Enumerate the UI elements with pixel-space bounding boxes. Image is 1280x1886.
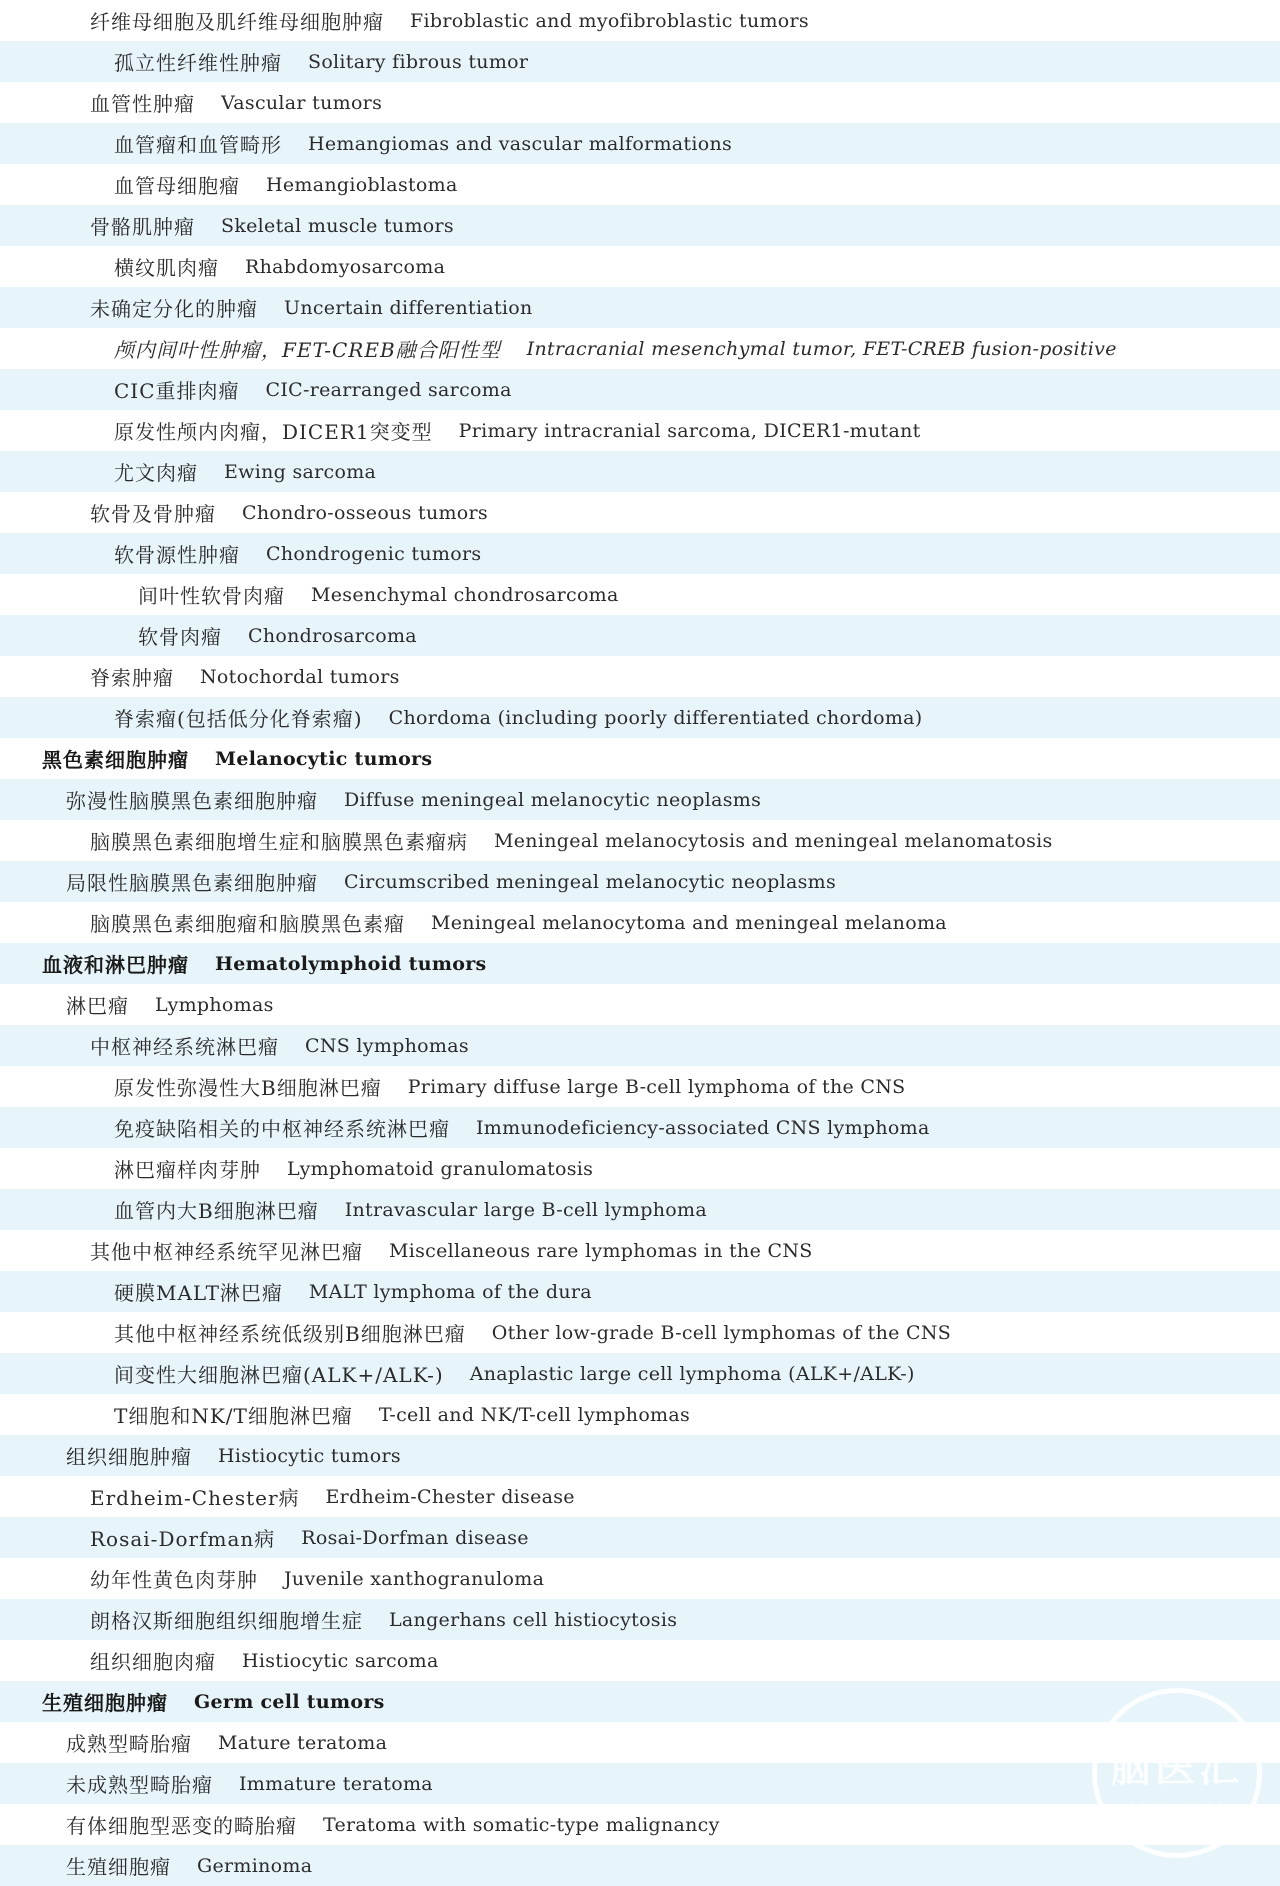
table-row bbox=[0, 615, 1280, 656]
chinese-term: 有体细胞型恶变的畸胎瘤 bbox=[66, 1814, 297, 1838]
chinese-term: 血管瘤和血管畸形 bbox=[114, 133, 282, 157]
english-term: Immature teratoma bbox=[239, 1772, 433, 1795]
table-row bbox=[0, 328, 1280, 369]
chinese-term: 未成熟型畸胎瘤 bbox=[66, 1773, 213, 1797]
english-term: Ewing sarcoma bbox=[224, 460, 377, 483]
english-term: Erdheim-Chester disease bbox=[325, 1485, 575, 1508]
table-row bbox=[0, 1763, 1280, 1804]
english-term: Fibroblastic and myofibroblastic tumors bbox=[410, 9, 809, 32]
table-row bbox=[0, 1394, 1280, 1435]
table-row bbox=[0, 492, 1280, 533]
chinese-term: 生殖细胞肿瘤 bbox=[42, 1691, 168, 1715]
table-row bbox=[0, 574, 1280, 615]
chinese-term: 血液和淋巴肿瘤 bbox=[42, 953, 189, 977]
english-term: Vascular tumors bbox=[221, 91, 383, 114]
english-term: Mature teratoma bbox=[218, 1731, 388, 1754]
chinese-term: Rosai-Dorfman病 bbox=[90, 1527, 276, 1551]
chinese-term: 间变性大细胞淋巴瘤(ALK+/ALK-) bbox=[114, 1363, 444, 1387]
table-row bbox=[0, 82, 1280, 123]
table-row bbox=[0, 1845, 1280, 1886]
chinese-term: 组织细胞肿瘤 bbox=[66, 1445, 192, 1469]
table-row bbox=[0, 1599, 1280, 1640]
table-row bbox=[0, 1025, 1280, 1066]
table-row bbox=[0, 656, 1280, 697]
chinese-term: 软骨及骨肿瘤 bbox=[90, 502, 216, 526]
chinese-term: 成熟型畸胎瘤 bbox=[66, 1732, 192, 1756]
chinese-term: 血管性肿瘤 bbox=[90, 92, 195, 116]
chinese-term: 黑色素细胞肿瘤 bbox=[42, 748, 189, 772]
chinese-term: 其他中枢神经系统低级别B细胞淋巴瘤 bbox=[114, 1322, 466, 1346]
english-term: Rhabdomyosarcoma bbox=[245, 255, 446, 278]
chinese-term: 朗格汉斯细胞组织细胞增生症 bbox=[90, 1609, 363, 1633]
table-row bbox=[0, 1476, 1280, 1517]
chinese-term: 淋巴瘤 bbox=[66, 994, 129, 1018]
watermark-title: 脑医汇 bbox=[1111, 1745, 1243, 1791]
english-term: Meningeal melanocytoma and meningeal melanoma bbox=[431, 911, 947, 934]
chinese-term: 未确定分化的肿瘤 bbox=[90, 297, 258, 321]
table-row bbox=[0, 1148, 1280, 1189]
english-term: Primary diffuse large B-cell lymphoma of the CNS bbox=[407, 1075, 906, 1098]
english-term: Hemangiomas and vascular malformations bbox=[308, 132, 733, 155]
chinese-term: 其他中枢神经系统罕见淋巴瘤 bbox=[90, 1240, 363, 1264]
english-term: Histiocytic tumors bbox=[218, 1444, 401, 1467]
english-term: Miscellaneous rare lymphomas in the CNS bbox=[389, 1239, 813, 1262]
table-row bbox=[0, 287, 1280, 328]
chinese-term: 弥漫性脑膜黑色素细胞肿瘤 bbox=[66, 789, 318, 813]
table-row bbox=[0, 1107, 1280, 1148]
table-row bbox=[0, 1271, 1280, 1312]
english-term: MALT lymphoma of the dura bbox=[308, 1280, 592, 1303]
chinese-term: 免疫缺陷相关的中枢神经系统淋巴瘤 bbox=[114, 1117, 450, 1141]
english-term: Notochordal tumors bbox=[200, 665, 400, 688]
english-term: Mesenchymal chondrosarcoma bbox=[311, 583, 619, 606]
english-term: Meningeal melanocytosis and meningeal melanomatosis bbox=[494, 829, 1053, 852]
table-row bbox=[0, 1353, 1280, 1394]
chinese-term: 尤文肉瘤 bbox=[114, 461, 198, 485]
chinese-term: 血管母细胞瘤 bbox=[114, 174, 240, 198]
english-term: Anaplastic large cell lymphoma (ALK+/ALK-) bbox=[469, 1362, 915, 1385]
chinese-term: 软骨肉瘤 bbox=[138, 625, 222, 649]
chinese-term: 原发性弥漫性大B细胞淋巴瘤 bbox=[114, 1076, 382, 1100]
english-term: Chondrosarcoma bbox=[248, 624, 417, 647]
english-term: CIC-rearranged sarcoma bbox=[265, 378, 512, 401]
table-row bbox=[0, 369, 1280, 410]
english-term: Teratoma with somatic-type malignancy bbox=[323, 1813, 720, 1836]
table-row bbox=[0, 1312, 1280, 1353]
table-row bbox=[0, 902, 1280, 943]
english-term: Juvenile xanthogranuloma bbox=[284, 1567, 545, 1590]
chinese-term: 脑膜黑色素细胞瘤和脑膜黑色素瘤 bbox=[90, 912, 405, 936]
table-row bbox=[0, 984, 1280, 1025]
english-term: Lymphomas bbox=[155, 993, 274, 1016]
chinese-term: CIC重排肉瘤 bbox=[114, 379, 240, 403]
table-row bbox=[0, 1066, 1280, 1107]
table-row bbox=[0, 1230, 1280, 1271]
table-row bbox=[0, 533, 1280, 574]
english-term: Uncertain differentiation bbox=[284, 296, 533, 319]
english-term: Immunodeficiency-associated CNS lymphoma bbox=[476, 1116, 930, 1139]
table-row bbox=[0, 0, 1280, 41]
table-row bbox=[0, 697, 1280, 738]
english-term: Other low-grade B-cell lymphomas of the CNS bbox=[491, 1321, 952, 1344]
chinese-term: 生殖细胞瘤 bbox=[66, 1855, 171, 1879]
chinese-term: 脑膜黑色素细胞增生症和脑膜黑色素瘤病 bbox=[90, 830, 468, 854]
table-row bbox=[0, 1189, 1280, 1230]
english-term: Histiocytic sarcoma bbox=[242, 1649, 439, 1672]
watermark-logo bbox=[1092, 1688, 1262, 1858]
chinese-term: 硬膜MALT淋巴瘤 bbox=[114, 1281, 283, 1305]
chinese-term: 纤维母细胞及肌纤维母细胞肿瘤 bbox=[90, 10, 384, 34]
chinese-term: 局限性脑膜黑色素细胞肿瘤 bbox=[66, 871, 318, 895]
chinese-term: 脊索肿瘤 bbox=[90, 666, 174, 690]
category-heading-row bbox=[0, 943, 1280, 984]
table-row bbox=[0, 1435, 1280, 1476]
chinese-term: 淋巴瘤样肉芽肿 bbox=[114, 1158, 261, 1182]
table-row bbox=[0, 123, 1280, 164]
chinese-term: 幼年性黄色肉芽肿 bbox=[90, 1568, 258, 1592]
table-row bbox=[0, 451, 1280, 492]
english-term: Lymphomatoid granulomatosis bbox=[287, 1157, 594, 1180]
chinese-term: 孤立性纤维性肿瘤 bbox=[114, 51, 282, 75]
table-row bbox=[0, 1640, 1280, 1681]
english-term: Chondro-osseous tumors bbox=[242, 501, 488, 524]
english-term: Germ cell tumors bbox=[194, 1690, 385, 1713]
english-term: Circumscribed meningeal melanocytic neoplasms bbox=[344, 870, 837, 893]
english-term: Primary intracranial sarcoma, DICER1-mutant bbox=[458, 419, 921, 442]
english-term: CNS lymphomas bbox=[305, 1034, 469, 1057]
table-row bbox=[0, 779, 1280, 820]
english-term: Hematolymphoid tumors bbox=[215, 952, 487, 975]
table-row bbox=[0, 1722, 1280, 1763]
table-row bbox=[0, 861, 1280, 902]
english-term: Melanocytic tumors bbox=[215, 747, 433, 770]
english-term: Langerhans cell histiocytosis bbox=[389, 1608, 678, 1631]
chinese-term: 软骨源性肿瘤 bbox=[114, 543, 240, 567]
table-row bbox=[0, 205, 1280, 246]
table-row bbox=[0, 1804, 1280, 1845]
table-row bbox=[0, 246, 1280, 287]
chinese-term: 血管内大B细胞淋巴瘤 bbox=[114, 1199, 319, 1223]
table-row bbox=[0, 410, 1280, 451]
chinese-term: 组织细胞肉瘤 bbox=[90, 1650, 216, 1674]
english-term: T-cell and NK/T-cell lymphomas bbox=[378, 1403, 691, 1426]
english-term: Intracranial mesenchymal tumor, FET-CREB fusion-positive bbox=[526, 337, 1117, 360]
category-heading-row bbox=[0, 1681, 1280, 1722]
english-term: Diffuse meningeal melanocytic neoplasms bbox=[344, 788, 762, 811]
chinese-term: 中枢神经系统淋巴瘤 bbox=[90, 1035, 279, 1059]
category-heading-row bbox=[0, 738, 1280, 779]
chinese-term: T细胞和NK/T细胞淋巴瘤 bbox=[114, 1404, 353, 1428]
chinese-term: 颅内间叶性肿瘤，FET-CREB融合阳性型 bbox=[114, 338, 501, 362]
chinese-term: 横纹肌肉瘤 bbox=[114, 256, 219, 280]
table-row bbox=[0, 1517, 1280, 1558]
english-term: Rosai-Dorfman disease bbox=[301, 1526, 529, 1549]
chinese-term: Erdheim-Chester病 bbox=[90, 1486, 300, 1510]
watermark-subtitle: · · · · · · · · · bbox=[1130, 1797, 1224, 1810]
table-row bbox=[0, 41, 1280, 82]
english-term: Intravascular large B-cell lymphoma bbox=[344, 1198, 707, 1221]
english-term: Hemangioblastoma bbox=[266, 173, 458, 196]
chinese-term: 骨骼肌肿瘤 bbox=[90, 215, 195, 239]
chinese-term: 脊索瘤(包括低分化脊索瘤) bbox=[114, 707, 363, 731]
english-term: Skeletal muscle tumors bbox=[221, 214, 454, 237]
english-term: Chondrogenic tumors bbox=[266, 542, 482, 565]
english-term: Chordoma (including poorly differentiated chordoma) bbox=[388, 706, 923, 729]
chinese-term: 原发性颅内肉瘤，DICER1突变型 bbox=[114, 420, 433, 444]
english-term: Solitary fibrous tumor bbox=[308, 50, 529, 73]
table-row bbox=[0, 820, 1280, 861]
chinese-term: 间叶性软骨肉瘤 bbox=[138, 584, 285, 608]
table-row bbox=[0, 1558, 1280, 1599]
table-row bbox=[0, 164, 1280, 205]
english-term: Germinoma bbox=[197, 1854, 313, 1877]
